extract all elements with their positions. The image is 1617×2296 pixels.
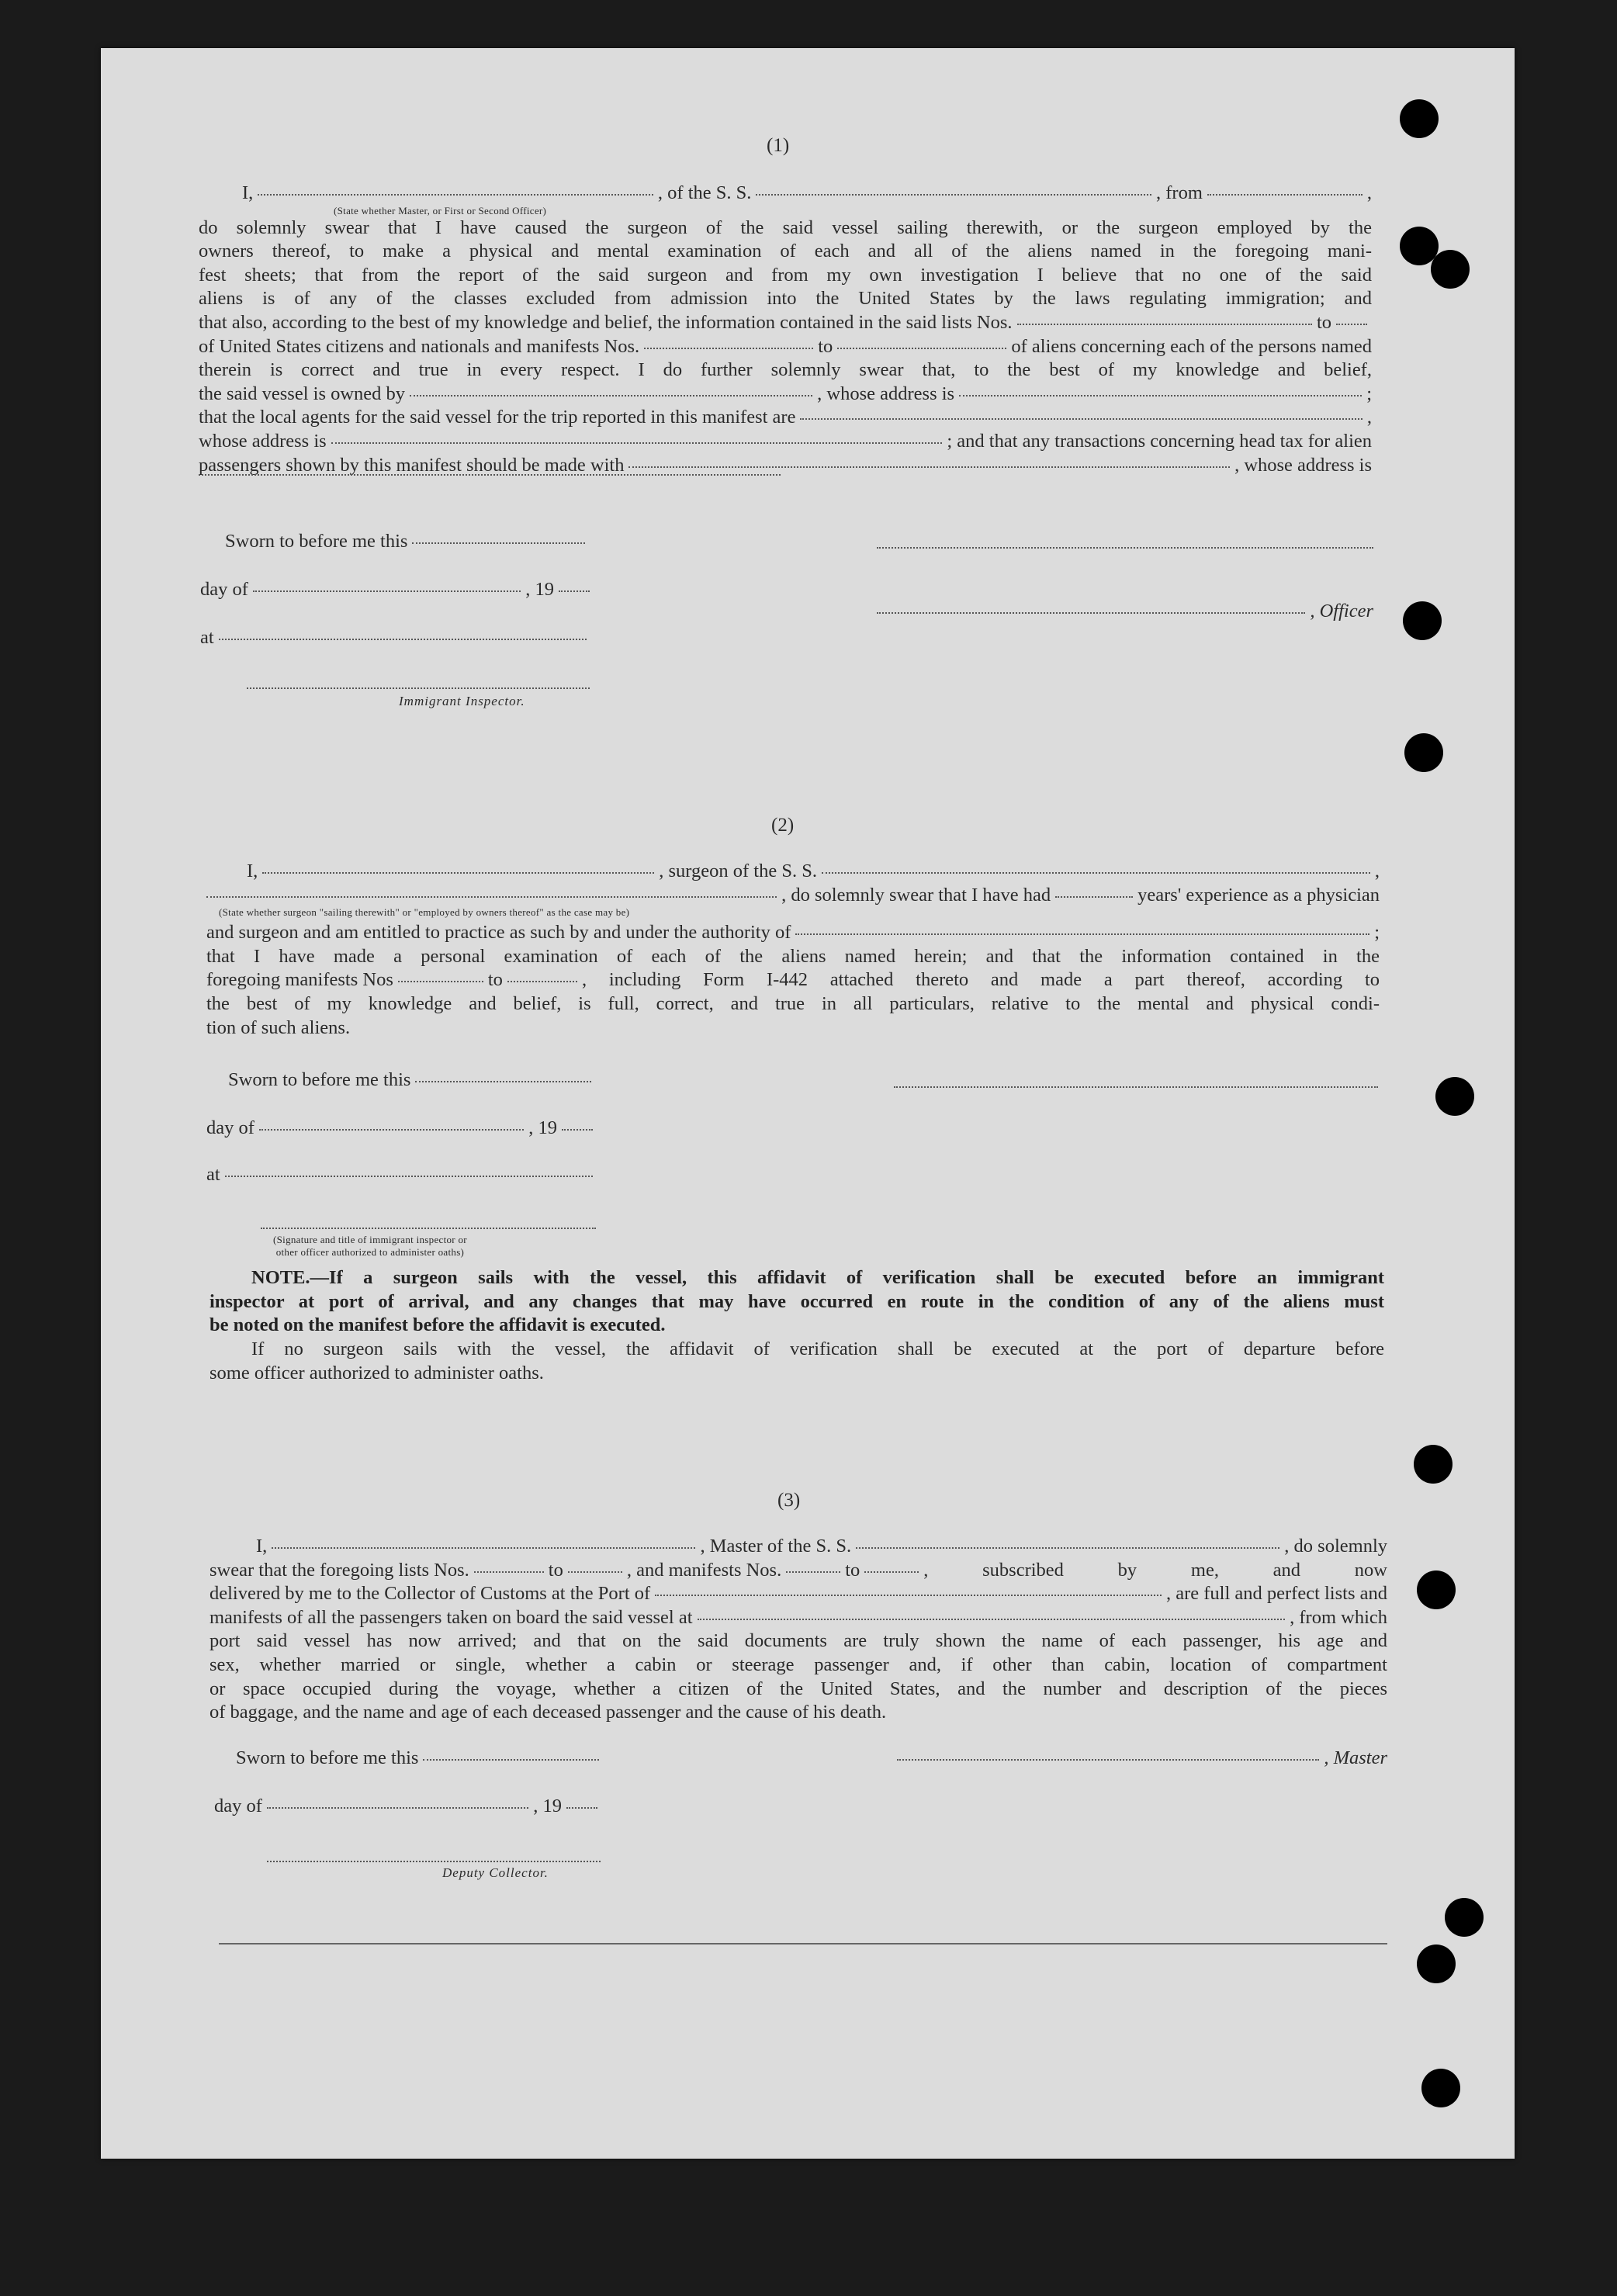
- alien-manifest-from-field[interactable]: [644, 348, 813, 349]
- punch-hole: [1400, 99, 1439, 138]
- owner-address-field[interactable]: [959, 395, 1362, 397]
- owner-field[interactable]: [410, 395, 812, 397]
- form-line: swear that the foregoing lists Nos. to , and manifests Nos. to , subscribed by me, and now: [209, 1559, 1387, 1581]
- alien-manifest-to-field[interactable]: [837, 348, 1006, 349]
- day-line: day of , 19: [214, 1796, 602, 1817]
- bottom-rule: [219, 1943, 1387, 1945]
- punch-hole: [1417, 1570, 1456, 1609]
- place-field[interactable]: [225, 1176, 593, 1177]
- affidavit-master: [199, 182, 1372, 490]
- surgeon-status-field[interactable]: [206, 896, 777, 898]
- lists-from-field[interactable]: [474, 1571, 544, 1573]
- surgeon-manifest-to-field[interactable]: [507, 981, 577, 982]
- affidavit-master-arrival: [209, 1535, 1387, 1725]
- sworn-date-field[interactable]: [412, 542, 585, 544]
- surgeon-manifest-from-field[interactable]: [398, 981, 483, 982]
- section-number: (1): [767, 135, 790, 156]
- punch-hole: [1431, 250, 1470, 289]
- form-line: that the local agents for the said vessel for the trip reported in this manifest are ,: [199, 407, 1372, 428]
- master-signature-field[interactable]: [897, 1759, 1319, 1761]
- field-caption: (State whether surgeon "sailing therewith" or "employed by owners thereof" as the case may be): [219, 906, 630, 919]
- master-line: , Master: [897, 1747, 1387, 1769]
- punch-hole: [1404, 733, 1443, 772]
- body-line: tion of such aliens.: [206, 1016, 351, 1038]
- signature-caption: Deputy Collector.: [442, 1865, 549, 1880]
- year-field[interactable]: [562, 1129, 593, 1131]
- year-field[interactable]: [566, 1807, 597, 1809]
- body-line: fest sheets; that from the report of the said surgeon and from my own investigation I believe that no one of the said: [199, 264, 1372, 286]
- agent-address-field[interactable]: [331, 442, 943, 444]
- master-name-field[interactable]: [272, 1547, 695, 1549]
- manifests-to-field[interactable]: [864, 1571, 919, 1573]
- surgeon-name-field[interactable]: [262, 872, 654, 874]
- local-agents-field[interactable]: [800, 418, 1362, 420]
- vessel-name-field[interactable]: [756, 194, 1151, 196]
- signature-caption: (Signature and title of immigrant inspector or other officer authorized to administer oaths): [273, 1234, 467, 1258]
- at-line: at: [206, 1164, 597, 1186]
- body-line: that I have made a personal examination of each of the aliens named herein; and that the information contained in the: [206, 945, 1380, 967]
- form-line: passengers shown by this manifest should be made with , whose address is: [199, 454, 1372, 476]
- head-tax-contact-field[interactable]: [628, 466, 1230, 468]
- punch-hole: [1421, 2069, 1460, 2107]
- signature-caption: Immigrant Inspector.: [399, 694, 525, 708]
- punch-hole: [1403, 601, 1442, 640]
- body-line: of baggage, and the name and age of each deceased passenger and the cause of his death.: [209, 1702, 887, 1723]
- form-line: and surgeon and am entitled to practice as such by and under the authority of ;: [206, 922, 1380, 944]
- affidavit-surgeon: [206, 860, 1380, 1040]
- at-line: at: [200, 627, 591, 649]
- form-line: foregoing manifests Nos to , including Form I-442 attached thereto and made a part thereof, according to: [206, 969, 1380, 991]
- years-experience-field[interactable]: [1055, 896, 1133, 898]
- sworn-date-field[interactable]: [415, 1081, 591, 1082]
- body-line: therein is correct and true in every respect. I do further solemnly swear that, to the best of my knowledge and belief,: [199, 359, 1372, 381]
- sworn-line: Sworn to before me this: [228, 1069, 596, 1091]
- embarkation-port-field[interactable]: [698, 1619, 1286, 1620]
- officer-signature-field[interactable]: [877, 547, 1373, 549]
- sworn-date-field[interactable]: [423, 1759, 599, 1761]
- punch-hole: [1435, 1077, 1474, 1116]
- form-line: I, , of the S. S. , from ,: [242, 182, 1373, 203]
- day-month-field[interactable]: [253, 590, 521, 592]
- inspector-signature-field[interactable]: [247, 687, 590, 689]
- body-line: the best of my knowledge and belief, is full, correct, and true in all particulars, relative to the mental and physical condi-: [206, 992, 1380, 1014]
- body-line: or space occupied during the voyage, whether a citizen of the United States, and the number and description of the pieces: [209, 1678, 1387, 1699]
- form-line: delivered by me to the Collector of Customs at the Port of , are full and perfect lists and: [209, 1583, 1387, 1605]
- officer-line: , Officer: [877, 601, 1373, 622]
- sworn-line: Sworn to before me this: [236, 1747, 604, 1769]
- citizen-list-to-field[interactable]: [1336, 324, 1367, 325]
- body-line: aliens is of any of the classes excluded from admission into the United States by the laws regulating immigration; and: [199, 288, 1372, 310]
- form-line: of United States citizens and nationals and manifests Nos. to of aliens concerning each of the persons named: [199, 335, 1373, 357]
- officer-rank-field[interactable]: [258, 194, 653, 196]
- form-line: manifests of all the passengers taken on board the said vessel at , from which: [209, 1606, 1387, 1628]
- field-caption: (State whether Master, or First or Second Officer): [334, 204, 547, 216]
- manifests-from-field[interactable]: [786, 1571, 840, 1573]
- form-line: I, , surgeon of the S. S. ,: [247, 861, 1380, 881]
- departure-port-field[interactable]: [1207, 194, 1363, 196]
- practice-authority-field[interactable]: [795, 933, 1369, 935]
- lists-to-field[interactable]: [568, 1571, 622, 1573]
- body-line: do solemnly swear that I have caused the surgeon of the said vessel sailing therewith, or the surgeon employed by the: [199, 216, 1372, 238]
- place-field[interactable]: [219, 639, 587, 640]
- inspector-signature-field[interactable]: [261, 1228, 596, 1229]
- punch-hole: [1445, 1898, 1484, 1937]
- punch-hole: [1417, 1945, 1456, 1983]
- sworn-line: Sworn to before me this: [225, 531, 590, 552]
- form-line: that also, according to the best of my knowledge and belief, the information contained in the said lists Nos. to: [199, 311, 1372, 335]
- day-month-field[interactable]: [267, 1807, 528, 1809]
- collector-signature-field[interactable]: [267, 1861, 601, 1862]
- day-line: day of , 19: [200, 579, 594, 601]
- form-line: , do solemnly swear that I have had years' experience as a physician: [206, 884, 1380, 908]
- arrival-port-field[interactable]: [655, 1595, 1162, 1596]
- officer-name-field[interactable]: [877, 612, 1305, 614]
- form-line: whose address is ; and that any transactions concerning head tax for alien: [199, 430, 1372, 452]
- day-month-field[interactable]: [259, 1129, 524, 1131]
- form-line: the said vessel is owned by , whose address is ;: [199, 383, 1373, 404]
- year-field[interactable]: [559, 590, 590, 592]
- body-line: port said vessel has now arrived; and that on the said documents are truly shown the name of each passenger, his age and: [209, 1630, 1387, 1652]
- citizen-list-from-field[interactable]: [1017, 324, 1312, 325]
- day-line: day of , 19: [206, 1117, 597, 1139]
- section-number: (3): [777, 1490, 801, 1511]
- surgeon-vessel-field[interactable]: [822, 872, 1370, 874]
- verification-note: NOTE.—If a surgeon sails with the vessel, this affidavit of verification shall be executed before an immigrant inspector at port of arrival, and any changes that may have occurred en route in the condition of any of the aliens must be noted on the manifest before the affidavit is executed.: [209, 1267, 1384, 1336]
- surgeon-signature-field[interactable]: [894, 1086, 1378, 1088]
- punch-hole: [1414, 1445, 1453, 1484]
- verification-note-secondary: If no surgeon sails with the vessel, the affidavit of verification shall be executed at the port of departure before some officer authorized to administer oaths.: [209, 1338, 1384, 1383]
- body-line: sex, whether married or single, whether a cabin or steerage passenger and, if other than cabin, location of compartment: [209, 1654, 1387, 1675]
- section-number: (2): [771, 815, 795, 836]
- form-line: I, , Master of the S. S. , do solemnly: [256, 1536, 1388, 1557]
- master-vessel-field[interactable]: [856, 1547, 1279, 1549]
- body-line: owners thereof, to make a physical and mental examination of each and all of the aliens named in the foregoing mani-: [199, 241, 1372, 262]
- form-line: [199, 477, 785, 490]
- head-tax-address-field[interactable]: [199, 474, 781, 476]
